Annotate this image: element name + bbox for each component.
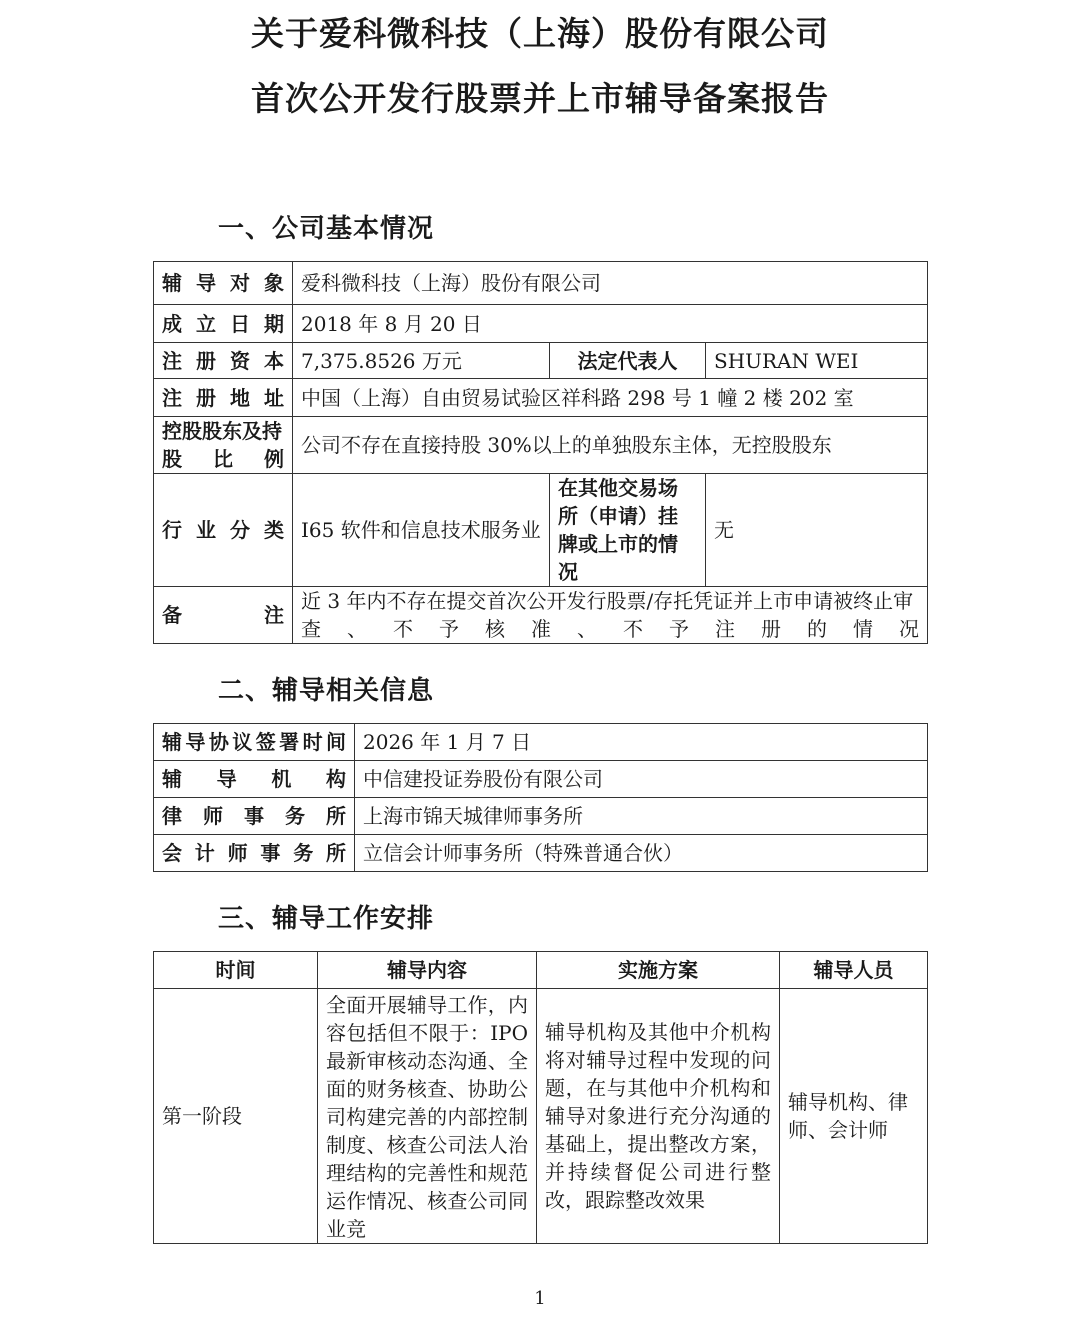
table-row bbox=[154, 379, 928, 417]
section3-heading: 三、辅导工作安排 bbox=[218, 904, 435, 934]
address-label: 注册地址 bbox=[154, 379, 293, 417]
stage-plan: 辅导机构及其他中介机构将对辅导过程中发现的问题，在与其他中介机构和辅导对象进行充分沟通的基础上，提出整改方案，并持续督促公司进行整改，跟踪整改效果 bbox=[537, 989, 780, 1244]
remark-value: 近 3 年内不存在提交首次公开发行股票/存托凭证并上市申请被终止审查、不予核准、不予注册的情况 bbox=[293, 587, 928, 644]
document-title-line2: 首次公开发行股票并上市辅导备案报告 bbox=[251, 79, 829, 118]
legal-rep-value: SHURAN WEI bbox=[706, 343, 928, 379]
table-row bbox=[154, 835, 928, 872]
stage-time: 第一阶段 bbox=[154, 989, 318, 1244]
table-row bbox=[154, 587, 928, 644]
accounting-firm-label: 会计师事务所 bbox=[154, 835, 355, 872]
table-row bbox=[154, 989, 928, 1244]
header-plan: 实施方案 bbox=[537, 952, 780, 989]
agency-value: 中信建投证券股份有限公司 bbox=[355, 761, 928, 798]
header-staff: 辅导人员 bbox=[780, 952, 928, 989]
stage-content: 全面开展辅导工作，内容包括但不限于：IPO 最新审核动态沟通、全面的财务核查、协助公司构建完善的内部控制制度、核查公司法人治理结构的完善性和规范运作情况、核查公司同业竞 bbox=[318, 989, 537, 1244]
target-label: 辅导对象 bbox=[154, 262, 293, 305]
table-row bbox=[154, 474, 928, 587]
table-row bbox=[154, 305, 928, 343]
remark-label: 备注 bbox=[154, 587, 293, 644]
signdate-label: 辅导协议签署时间 bbox=[154, 724, 355, 761]
table-row bbox=[154, 761, 928, 798]
founded-value: 2018 年 8 月 20 日 bbox=[293, 305, 928, 343]
capital-label: 注册资本 bbox=[154, 343, 293, 379]
table-row bbox=[154, 262, 928, 305]
controller-value: 公司不存在直接持股 30%以上的单独股东主体，无控股股东 bbox=[293, 417, 928, 474]
founded-label: 成立日期 bbox=[154, 305, 293, 343]
capital-value: 7,375.8526 万元 bbox=[293, 343, 550, 379]
controller-label: 控股股东及持股比例 bbox=[154, 417, 293, 474]
law-firm-value: 上海市锦天城律师事务所 bbox=[355, 798, 928, 835]
address-value: 中国（上海）自由贸易试验区祥科路 298 号 1 幢 2 楼 202 室 bbox=[293, 379, 928, 417]
signdate-value: 2026 年 1 月 7 日 bbox=[355, 724, 928, 761]
table-row bbox=[154, 417, 928, 474]
legal-rep-label: 法定代表人 bbox=[550, 343, 706, 379]
document-title-line1: 关于爱科微科技（上海）股份有限公司 bbox=[251, 14, 829, 53]
accounting-firm-value: 立信会计师事务所（特殊普通合伙） bbox=[355, 835, 928, 872]
other-listing-value: 无 bbox=[706, 474, 928, 587]
law-firm-label: 律师事务所 bbox=[154, 798, 355, 835]
company-basic-info-table bbox=[153, 261, 928, 644]
industry-value: I65 软件和信息技术服务业 bbox=[293, 474, 550, 587]
section2-heading: 二、辅导相关信息 bbox=[218, 676, 435, 706]
industry-label: 行业分类 bbox=[154, 474, 293, 587]
other-listing-label: 在其他交易场所（申请）挂牌或上市的情况 bbox=[550, 474, 706, 587]
stage-staff: 辅导机构、律师、会计师 bbox=[780, 989, 928, 1244]
table-header-row bbox=[154, 952, 928, 989]
tutoring-schedule-table bbox=[153, 951, 928, 1244]
table-row bbox=[154, 724, 928, 761]
table-row bbox=[154, 798, 928, 835]
target-value: 爱科微科技（上海）股份有限公司 bbox=[293, 262, 928, 305]
page-number: 1 bbox=[534, 1288, 546, 1309]
header-content: 辅导内容 bbox=[318, 952, 537, 989]
section1-heading: 一、公司基本情况 bbox=[218, 214, 435, 244]
header-time: 时间 bbox=[154, 952, 318, 989]
agency-label: 辅导机构 bbox=[154, 761, 355, 798]
tutoring-info-table bbox=[153, 723, 928, 872]
table-row bbox=[154, 343, 928, 379]
